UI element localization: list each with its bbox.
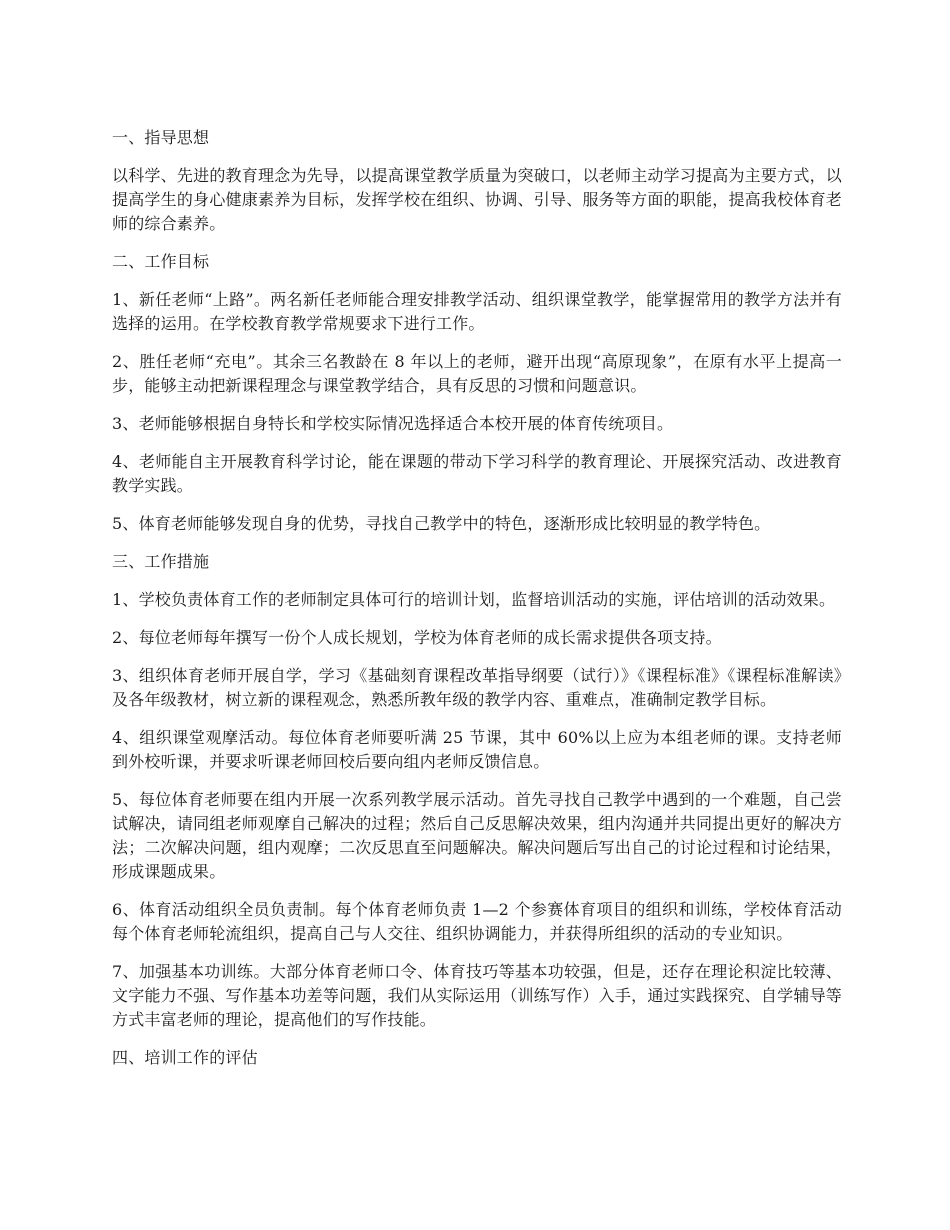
paragraph: 7、加强基本功训练。大部分体育老师口令、体育技巧等基本功较强，但是，还存在理论积淀比较薄、文字能力不强、写作基本功差等问题，我们从实际运用（训练写作）入手，通过实践探究、自学辅导等方式丰富老师的理论，提高他们的写作技能。	[112, 962, 842, 1029]
paragraph: 2、每位老师每年撰写一份个人成长规划，学校为体育老师的成长需求提供各项支持。	[112, 628, 722, 647]
paragraph: 1、新任老师“上路”。两名新任老师能合理安排教学活动、组织课堂教学，能掌握常用的教学方法并有选择的运用。在学校教育教学常规要求下进行工作。	[112, 290, 842, 333]
paragraph: 1、学校负责体育工作的老师制定具体可行的培训计划，监督培训活动的实施，评估培训的活动效果。	[112, 590, 836, 609]
paragraph: 6、体育活动组织全员负责制。每个体育老师负责 1—2 个参赛体育项目的组织和训练，学校体育活动每个体育老师轮流组织，提高自己与人交往、组织协调能力，并获得所组织的活动的专业知识。	[112, 900, 842, 943]
paragraph: 3、组织体育老师开展自学，学习《基础刻育课程改革指导纲要（试行）》《课程标准》《课程标准解读》及各年级教材，树立新的课程观念，熟悉所教年级的教学内容、重难点，准确制定教学目标。	[112, 666, 842, 709]
paragraph: 4、老师能自主开展教育科学讨论，能在课题的带动下学习科学的教育理论、开展探究活动、改进教育教学实践。	[112, 452, 842, 495]
paragraph: 以科学、先进的教育理念为先导，以提高课堂教学质量为突破口，以老师主动学习提高为主要方式，以提高学生的身心健康素养为目标，发挥学校在组织、协调、引导、服务等方面的职能，提高我校体育老师的综合素养。	[112, 166, 842, 233]
paragraph: 5、体育老师能够发现自身的优势，寻找自己教学中的特色，逐渐形成比较明显的教学特色。	[112, 514, 771, 533]
paragraph: 2、胜任老师“充电”。其余三名教龄在 8 年以上的老师，避开出现“高原现象”，在原有水平上提高一步，能够主动把新课程理念与课堂教学结合，具有反思的习惯和问题意识。	[112, 352, 842, 395]
paragraph: 5、每位体育老师要在组内开展一次系列教学展示活动。首先寻找自己教学中遇到的一个难题，自己尝试解决，请同组老师观摩自己解决的过程；然后自己反思解决效果，组内沟通并共同提出更好的解决方法；二次解决问题，组内观摩；二次反思直至问题解决。解决问题后写出自己的讨论过程和讨论结果，形成课题成果。	[112, 790, 842, 881]
section-heading-guiding-thought: 一、指导思想	[112, 128, 210, 147]
section-heading-work-goals: 二、工作目标	[112, 252, 210, 271]
paragraph: 4、组织课堂观摩活动。每位体育老师要听满 25 节课，其中 60%以上应为本组老师的课。支持老师到外校听课，并要求听课老师回校后要向组内老师反馈信息。	[112, 728, 842, 771]
section-heading-work-measures: 三、工作措施	[112, 552, 210, 571]
section-heading-training-evaluation: 四、培训工作的评估	[112, 1048, 258, 1067]
paragraph: 3、老师能够根据自身特长和学校实际情况选择适合本校开展的体育传统项目。	[112, 414, 674, 433]
